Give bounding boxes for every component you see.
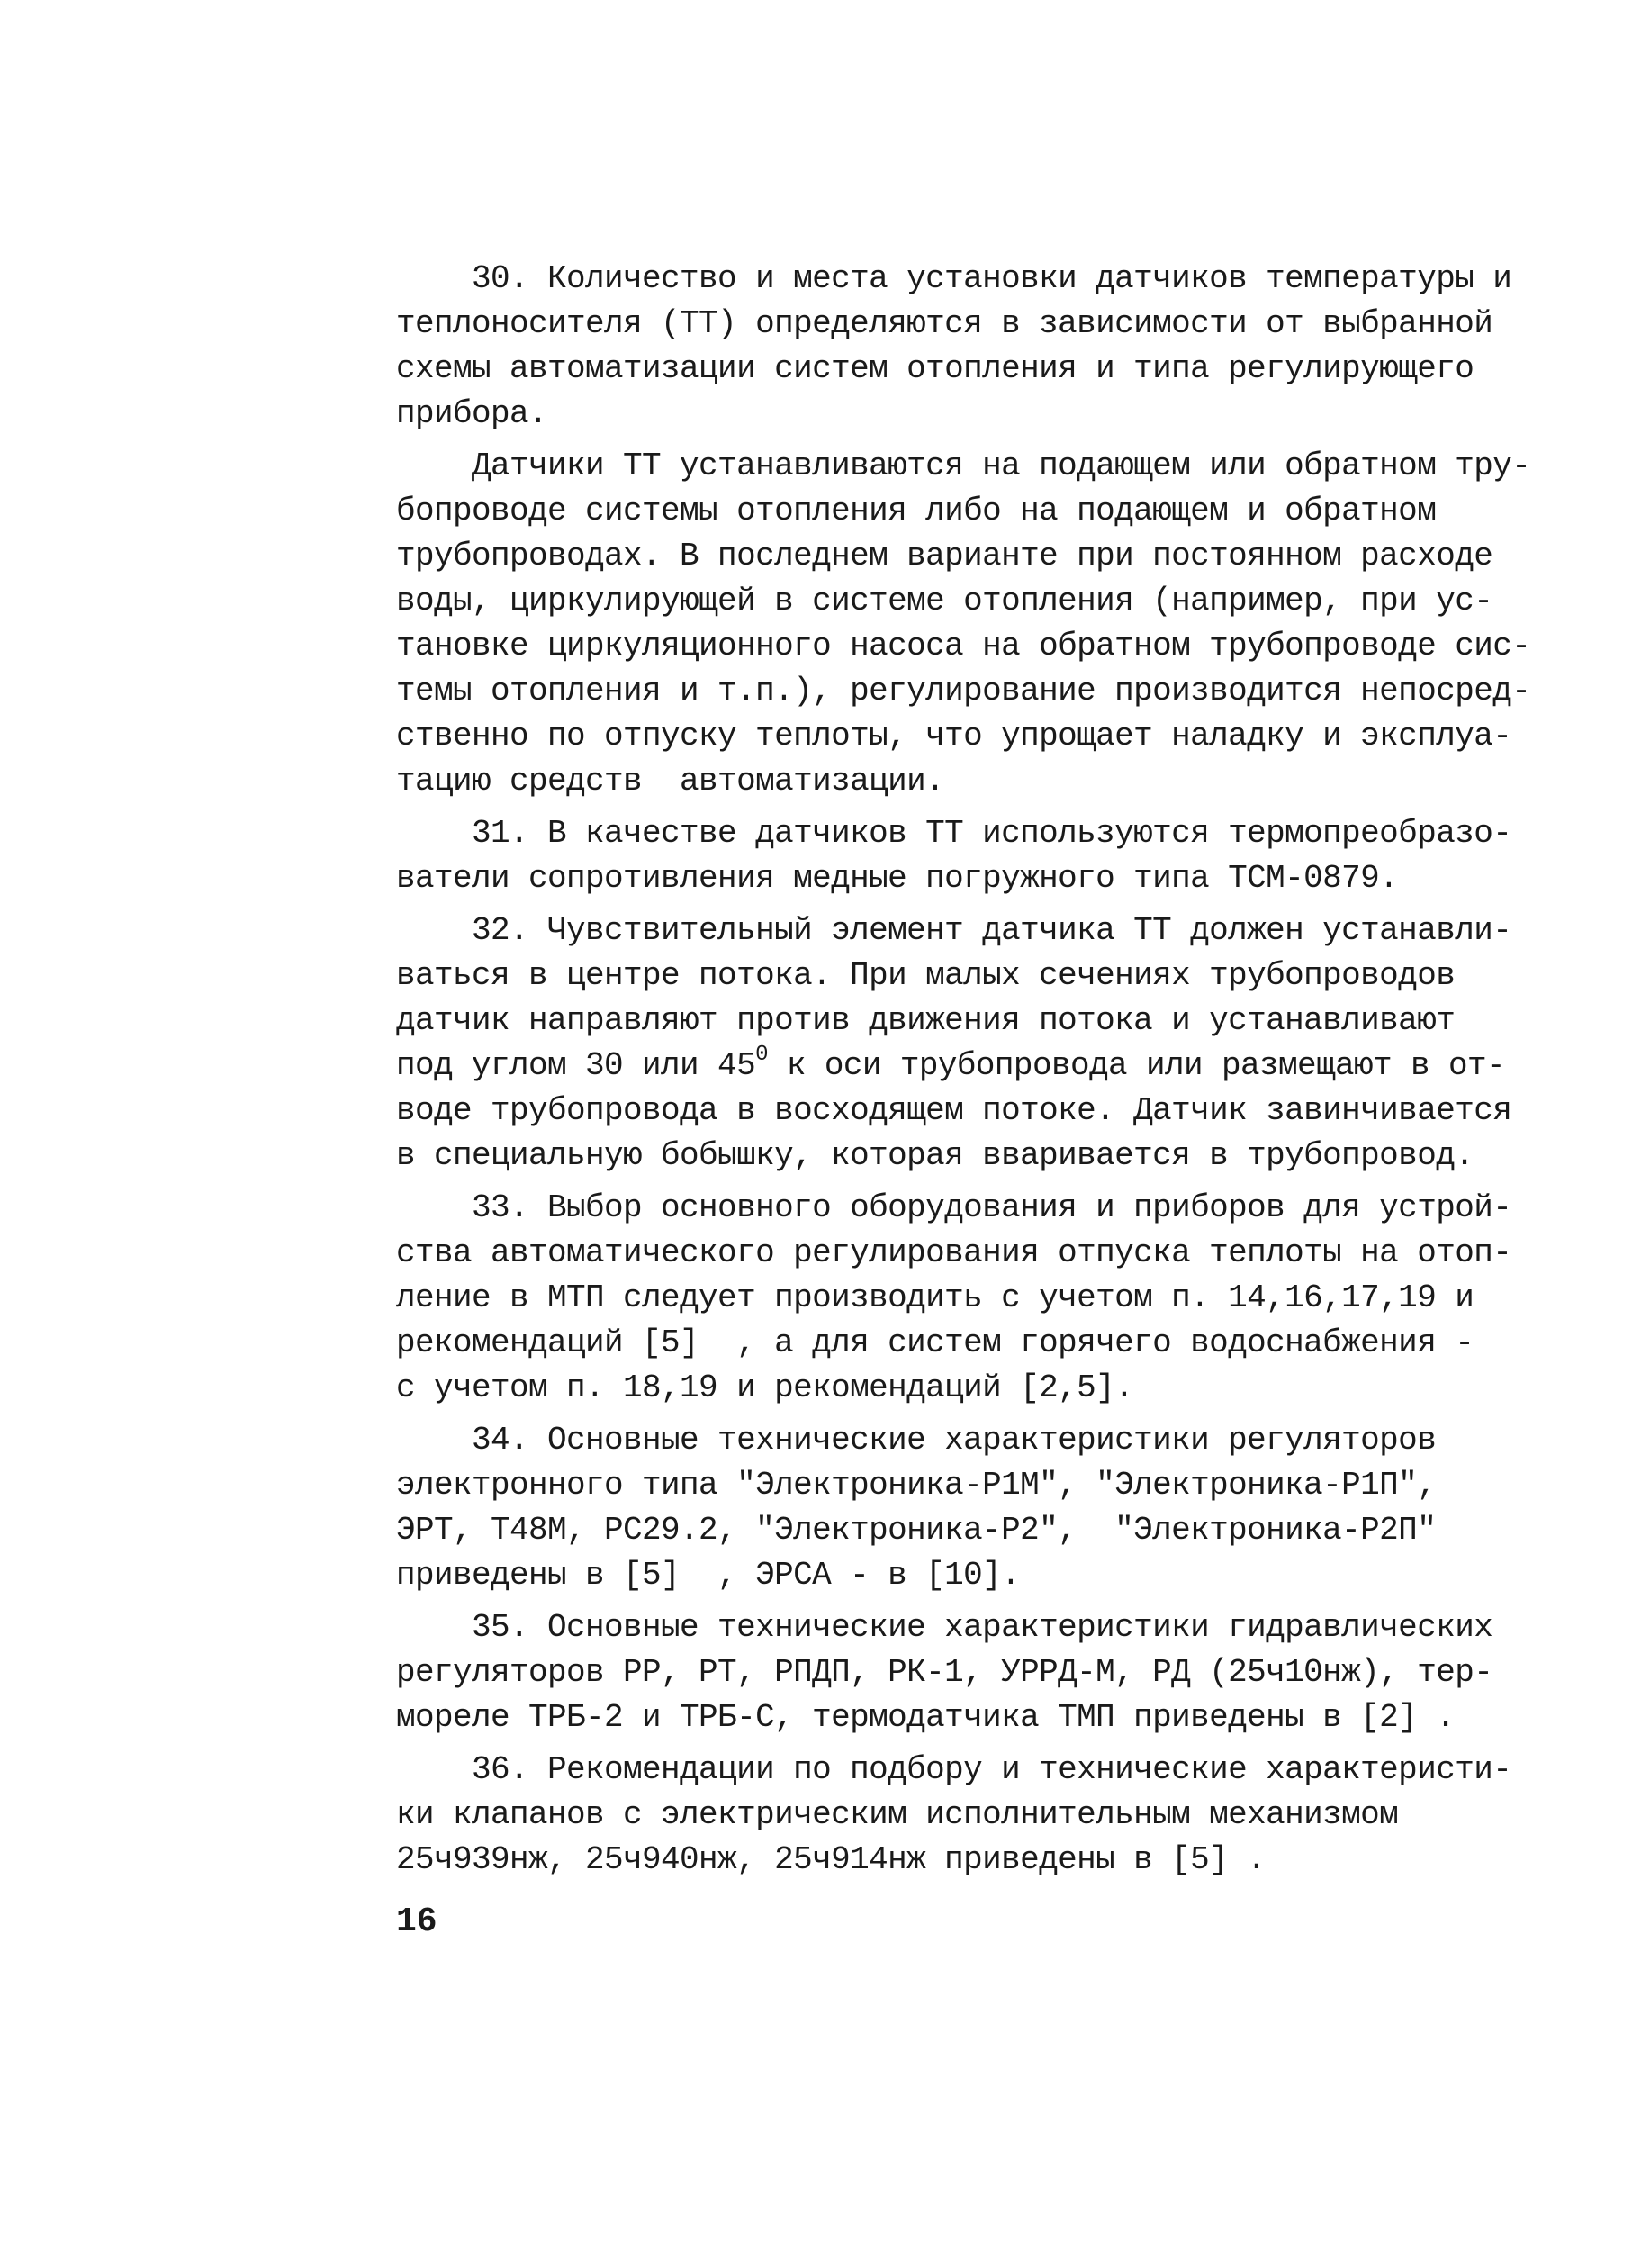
text-fragment: к оси трубопровода или размещают в от-	[767, 1047, 1506, 1084]
text-line: Датчики ТТ устанавливаются на подающем или обратном тру-	[396, 447, 1531, 484]
text-line: 36. Рекомендации по подбору и технические характеристи-	[396, 1751, 1512, 1788]
text-line: ЭРТ, Т48М, РС29.2, "Электроника-Р2", "Электроника-Р2П"	[396, 1512, 1437, 1549]
text-line: воде трубопровода в восходящем потоке. Датчик завинчивается	[396, 1092, 1512, 1129]
paragraph-34	[396, 1418, 1512, 1598]
text-line: 31. В качестве датчиков ТТ используются термопреобразо-	[396, 815, 1512, 852]
text-line: с учетом п. 18,19 и рекомендаций [2,5].	[396, 1369, 1134, 1406]
text-line: тацию средств автоматизации.	[396, 763, 945, 800]
paragraph-32	[396, 908, 1512, 1179]
text-line: регуляторов РР, РТ, РПДП, РК-1, УРРД-М, РД (25ч10нж), тер-	[396, 1654, 1493, 1691]
text-line: ства автоматического регулирования отпуска теплоты на отоп-	[396, 1234, 1512, 1271]
paragraph-35	[396, 1605, 1512, 1740]
text-line: датчик направляют против движения потока и устанавливают	[396, 1002, 1456, 1039]
text-line: ственно по отпуску теплоты, что упрощает наладку и эксплуа-	[396, 718, 1512, 754]
text-line: 35. Основные технические характеристики гидравлических	[396, 1609, 1493, 1646]
paragraph-30	[396, 257, 1512, 437]
text-line: 25ч939нж, 25ч940нж, 25ч914нж приведены в [5] .	[396, 1841, 1267, 1878]
text-line: приведены в [5] , ЭРСА - в [10].	[396, 1557, 1021, 1594]
document-body	[396, 257, 1531, 1883]
paragraph-30-sensors	[396, 444, 1531, 804]
text-line: ватели сопротивления медные погружного типа ТСМ-0879.	[396, 860, 1399, 897]
text-line: рекомендаций [5] , а для систем горячего водоснабжения -	[396, 1324, 1474, 1361]
text-line: 33. Выбор основного оборудования и приборов для устрой-	[396, 1189, 1512, 1226]
text-line: ление в МТП следует производить с учетом п. 14,16,17,19 и	[396, 1279, 1474, 1316]
paragraph-31	[396, 811, 1512, 901]
text-line: темы отопления и т.п.), регулирование производится непосред-	[396, 673, 1531, 709]
text-line: мореле ТРБ-2 и ТРБ-С, термодатчика ТМП приведены в [2] .	[396, 1699, 1456, 1736]
text-line-with-degree	[396, 1044, 1512, 1089]
text-line: прибора.	[396, 395, 548, 432]
text-line: тановке циркуляционного насоса на обратном трубопроводе сис-	[396, 628, 1531, 664]
text-line: электронного типа "Электроника-Р1М", "Электроника-Р1П",	[396, 1467, 1437, 1504]
text-line: ваться в центре потока. При малых сечениях трубопроводов	[396, 957, 1456, 994]
text-line: схемы автоматизации систем отопления и типа регулирующего	[396, 350, 1474, 387]
text-line: 32. Чувствительный элемент датчика ТТ должен устанавли-	[396, 912, 1512, 949]
text-line: 30. Количество и места установки датчиков температуры и	[396, 260, 1512, 297]
degree-superscript: 0	[755, 1043, 768, 1067]
text-line: воды, циркулирующей в системе отопления (например, при ус-	[396, 583, 1493, 619]
text-line: в специальную бобышку, которая вваривается в трубопровод.	[396, 1137, 1474, 1174]
text-line: теплоносителя (ТТ) определяются в зависимости от выбранной	[396, 305, 1493, 342]
text-line: 34. Основные технические характеристики регуляторов	[396, 1422, 1437, 1459]
paragraph-33	[396, 1186, 1512, 1411]
text-fragment: под углом 30 или 45	[396, 1047, 756, 1084]
text-line: трубопроводах. В последнем варианте при постоянном расходе	[396, 538, 1493, 574]
text-line: ки клапанов с электрическим исполнительным механизмом	[396, 1796, 1399, 1833]
page-number: 16	[396, 1902, 437, 1941]
text-line: бопроводе системы отопления либо на подающем и обратном	[396, 492, 1437, 529]
paragraph-36	[396, 1748, 1512, 1883]
